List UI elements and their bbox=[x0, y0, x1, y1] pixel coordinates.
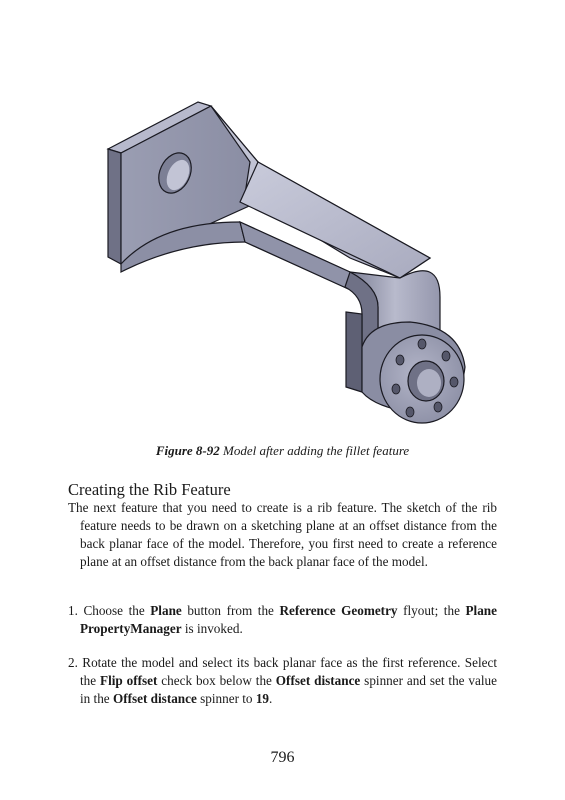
figure-caption bbox=[0, 443, 565, 459]
ui-term: Flip offset bbox=[100, 673, 158, 688]
step-text: Rotate the model and select its back planar face as the first reference. Select the bbox=[77, 655, 497, 688]
step-text: spinner to bbox=[196, 691, 256, 706]
step-text: flyout; the bbox=[397, 603, 466, 618]
step-text: check box below the bbox=[157, 673, 276, 688]
ui-term: Plane PropertyManager bbox=[80, 603, 497, 636]
figure-caption-text: Model after adding the fillet feature bbox=[222, 443, 410, 458]
step-1 bbox=[68, 602, 497, 638]
step-2 bbox=[68, 654, 497, 708]
model-figure bbox=[100, 82, 480, 437]
step-text: spinner and set the value in the bbox=[80, 673, 497, 706]
ui-term: Offset distance bbox=[112, 691, 197, 706]
step-text: . bbox=[269, 691, 273, 706]
step-number: 2. bbox=[68, 655, 78, 670]
page-number: 796 bbox=[270, 749, 295, 766]
intro-paragraph: The next feature that you need to create is a rib feature. The sketch of the rib feature needs to be drawn on a sketching plane at an offset distance from the back planar face of the model. Therefore, you first need to create a reference plane at an offset distance from the back planar face of the model. bbox=[68, 500, 497, 569]
step-text: Choose the bbox=[77, 603, 151, 618]
step-text: is invoked. bbox=[181, 621, 243, 636]
ui-term: Offset distance bbox=[275, 673, 361, 688]
step-number: 1. bbox=[68, 603, 78, 618]
ui-term: Reference Geometry bbox=[279, 603, 398, 618]
step-text: button from the bbox=[181, 603, 280, 618]
ui-value: 19 bbox=[255, 691, 270, 706]
section-heading: Creating the Rib Feature bbox=[68, 480, 231, 499]
fillet-model-illustration bbox=[100, 82, 480, 437]
ui-term: Plane bbox=[150, 603, 182, 618]
figure-number: Figure 8-92 bbox=[155, 443, 220, 458]
